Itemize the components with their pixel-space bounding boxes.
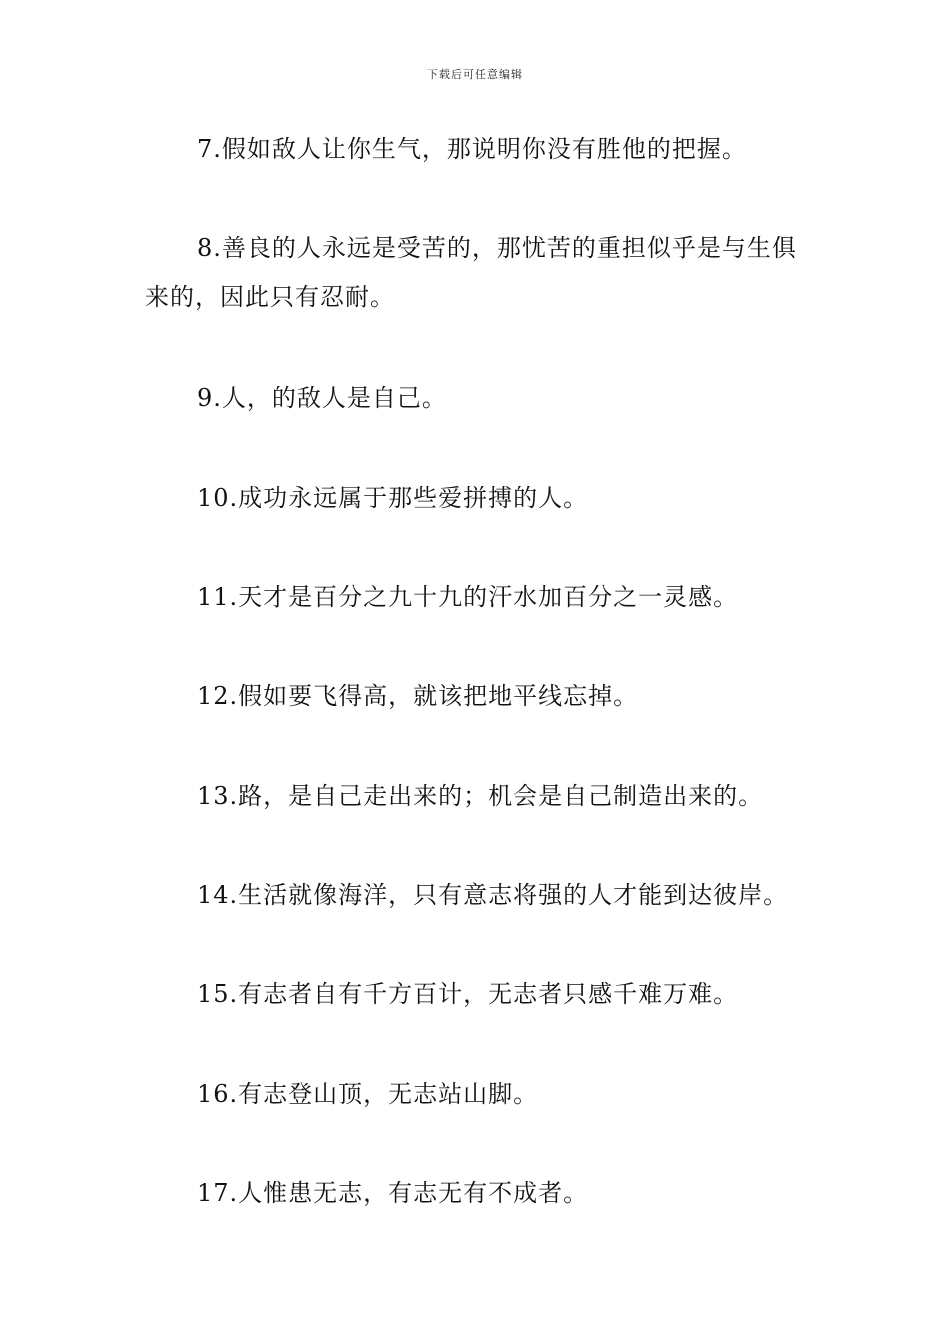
quote-item-13: 13.路，是自己走出来的；机会是自己制造出来的。 — [197, 782, 764, 810]
quote-item-7: 7.假如敌人让你生气，那说明你没有胜他的把握。 — [197, 135, 747, 163]
quote-item-11: 11.天才是百分之九十九的汗水加百分之一灵感。 — [197, 583, 739, 611]
quote-item-9: 9.人，的敌人是自己。 — [197, 384, 447, 412]
quote-item-10: 10.成功永远属于那些爱拼搏的人。 — [197, 484, 589, 512]
page-header: 下载后可任意编辑 — [427, 68, 523, 81]
quote-item-17: 17.人惟患无志，有志无有不成者。 — [197, 1179, 589, 1207]
quote-item-8: 8.善良的人永远是受苦的，那忧苦的重担似乎是与生俱来的，因此只有忍耐。 — [145, 234, 797, 311]
quote-item-14: 14.生活就像海洋，只有意志将强的人才能到达彼岸。 — [197, 881, 789, 909]
quote-item-12: 12.假如要飞得高，就该把地平线忘掉。 — [197, 682, 639, 710]
quote-item-16: 16.有志登山顶，无志站山脚。 — [197, 1080, 539, 1108]
quote-item-15: 15.有志者自有千方百计，无志者只感千难万难。 — [197, 980, 739, 1008]
